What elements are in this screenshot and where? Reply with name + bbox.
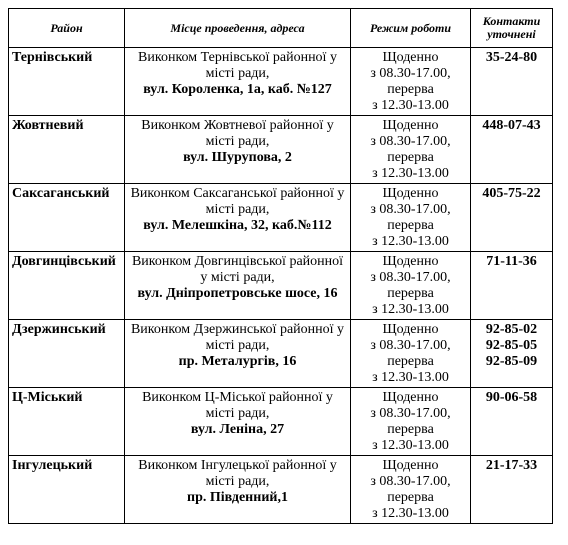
- hours-cell: [351, 388, 471, 456]
- district-cell: Ц-Міський: [9, 388, 125, 456]
- header-contacts: Контакти уточнені: [471, 9, 553, 48]
- phone-number: 92-85-02: [485, 322, 538, 337]
- place-cell: [125, 320, 351, 388]
- contacts-cell: [471, 184, 553, 252]
- district-cell: Інгулецький: [9, 456, 125, 524]
- hours-line: Щоденно: [382, 254, 439, 269]
- phone-number: 90-06-58: [485, 390, 538, 405]
- hours-cell: [351, 320, 471, 388]
- place-cell: [125, 456, 351, 524]
- header-hours: Режим роботи: [351, 9, 471, 48]
- phone-number: 21-17-33: [485, 458, 538, 473]
- district-cell: Дзержинський: [9, 320, 125, 388]
- phone-number: 405-75-22: [482, 186, 541, 201]
- contacts-cell: [471, 48, 553, 116]
- contacts-cell: [471, 320, 553, 388]
- header-place: Місце проведення, адреса: [125, 9, 351, 48]
- hours-line: перерва: [387, 354, 434, 369]
- hours-line: Щоденно: [382, 50, 439, 65]
- office-name: Виконком Дзержинської районної у місті ради,: [130, 322, 345, 353]
- contacts-cell: [471, 388, 553, 456]
- place-cell: [125, 388, 351, 456]
- table-row: [9, 48, 553, 116]
- hours-line: перерва: [387, 150, 434, 165]
- phone-number: 448-07-43: [482, 118, 541, 133]
- district-cell: Тернівський: [9, 48, 125, 116]
- hours-line: з 08.30-17.00,: [370, 134, 451, 149]
- office-address: вул. Короленка, 1а, каб. №127: [143, 82, 332, 97]
- office-name: Виконком Тернівської районної у місті ради,: [138, 50, 337, 81]
- hours-cell: [351, 48, 471, 116]
- table-row: [9, 388, 553, 456]
- hours-line: перерва: [387, 218, 434, 233]
- office-name: Виконком Інгулецької районної у місті ради,: [138, 458, 337, 489]
- table-row: [9, 456, 553, 524]
- hours-line: з 12.30-13.00: [372, 234, 449, 249]
- office-name: Виконком Ц-Міської районної у місті ради,: [142, 390, 333, 421]
- phone-number: 92-85-09: [485, 354, 538, 369]
- office-address: вул. Леніна, 27: [190, 422, 285, 437]
- place-cell: [125, 252, 351, 320]
- office-name: Виконком Жовтневої районної у місті ради,: [141, 118, 334, 149]
- place-cell: [125, 116, 351, 184]
- table-row: [9, 116, 553, 184]
- hours-line: з 08.30-17.00,: [370, 202, 451, 217]
- hours-line: перерва: [387, 422, 434, 437]
- hours-line: з 08.30-17.00,: [370, 338, 451, 353]
- hours-cell: [351, 116, 471, 184]
- hours-line: з 12.30-13.00: [372, 438, 449, 453]
- district-cell: Довгинцівський: [9, 252, 125, 320]
- office-name: Виконком Довгинцівської районної у місті ради,: [131, 254, 344, 285]
- offices-table: [8, 8, 553, 524]
- phone-number: 35-24-80: [485, 50, 538, 65]
- hours-line: Щоденно: [382, 118, 439, 133]
- hours-line: Щоденно: [382, 186, 439, 201]
- hours-cell: [351, 252, 471, 320]
- hours-line: з 12.30-13.00: [372, 302, 449, 317]
- table-row: [9, 184, 553, 252]
- hours-line: Щоденно: [382, 322, 439, 337]
- hours-line: з 08.30-17.00,: [370, 66, 451, 81]
- hours-line: з 12.30-13.00: [372, 370, 449, 385]
- phone-number: 92-85-05: [485, 338, 538, 353]
- office-address: вул. Шурупова, 2: [183, 150, 292, 165]
- table-row: [9, 252, 553, 320]
- district-cell: Саксаганський: [9, 184, 125, 252]
- hours-line: з 12.30-13.00: [372, 166, 449, 181]
- hours-line: з 12.30-13.00: [372, 98, 449, 113]
- hours-line: з 08.30-17.00,: [370, 406, 451, 421]
- office-address: пр. Південний,1: [187, 490, 288, 505]
- hours-line: з 08.30-17.00,: [370, 270, 451, 285]
- hours-line: Щоденно: [382, 458, 439, 473]
- office-name: Виконком Саксаганської районної у місті ради,: [130, 186, 345, 217]
- contacts-cell: [471, 456, 553, 524]
- table-body: [9, 48, 553, 524]
- hours-line: перерва: [387, 82, 434, 97]
- hours-line: перерва: [387, 286, 434, 301]
- district-cell: Жовтневий: [9, 116, 125, 184]
- place-cell: [125, 48, 351, 116]
- contacts-cell: [471, 116, 553, 184]
- table-row: [9, 320, 553, 388]
- header-district: Район: [9, 9, 125, 48]
- contacts-cell: [471, 252, 553, 320]
- place-cell: [125, 184, 351, 252]
- hours-cell: [351, 184, 471, 252]
- hours-line: Щоденно: [382, 390, 439, 405]
- hours-line: з 08.30-17.00,: [370, 474, 451, 489]
- table-header-row: [9, 9, 553, 48]
- office-address: пр. Металургів, 16: [178, 354, 297, 369]
- hours-cell: [351, 456, 471, 524]
- hours-line: перерва: [387, 490, 434, 505]
- office-address: вул. Дніпропетровське шосе, 16: [137, 286, 338, 301]
- office-address: вул. Мелешкіна, 32, каб.№112: [143, 218, 332, 233]
- hours-line: з 12.30-13.00: [372, 506, 449, 521]
- phone-number: 71-11-36: [486, 254, 537, 269]
